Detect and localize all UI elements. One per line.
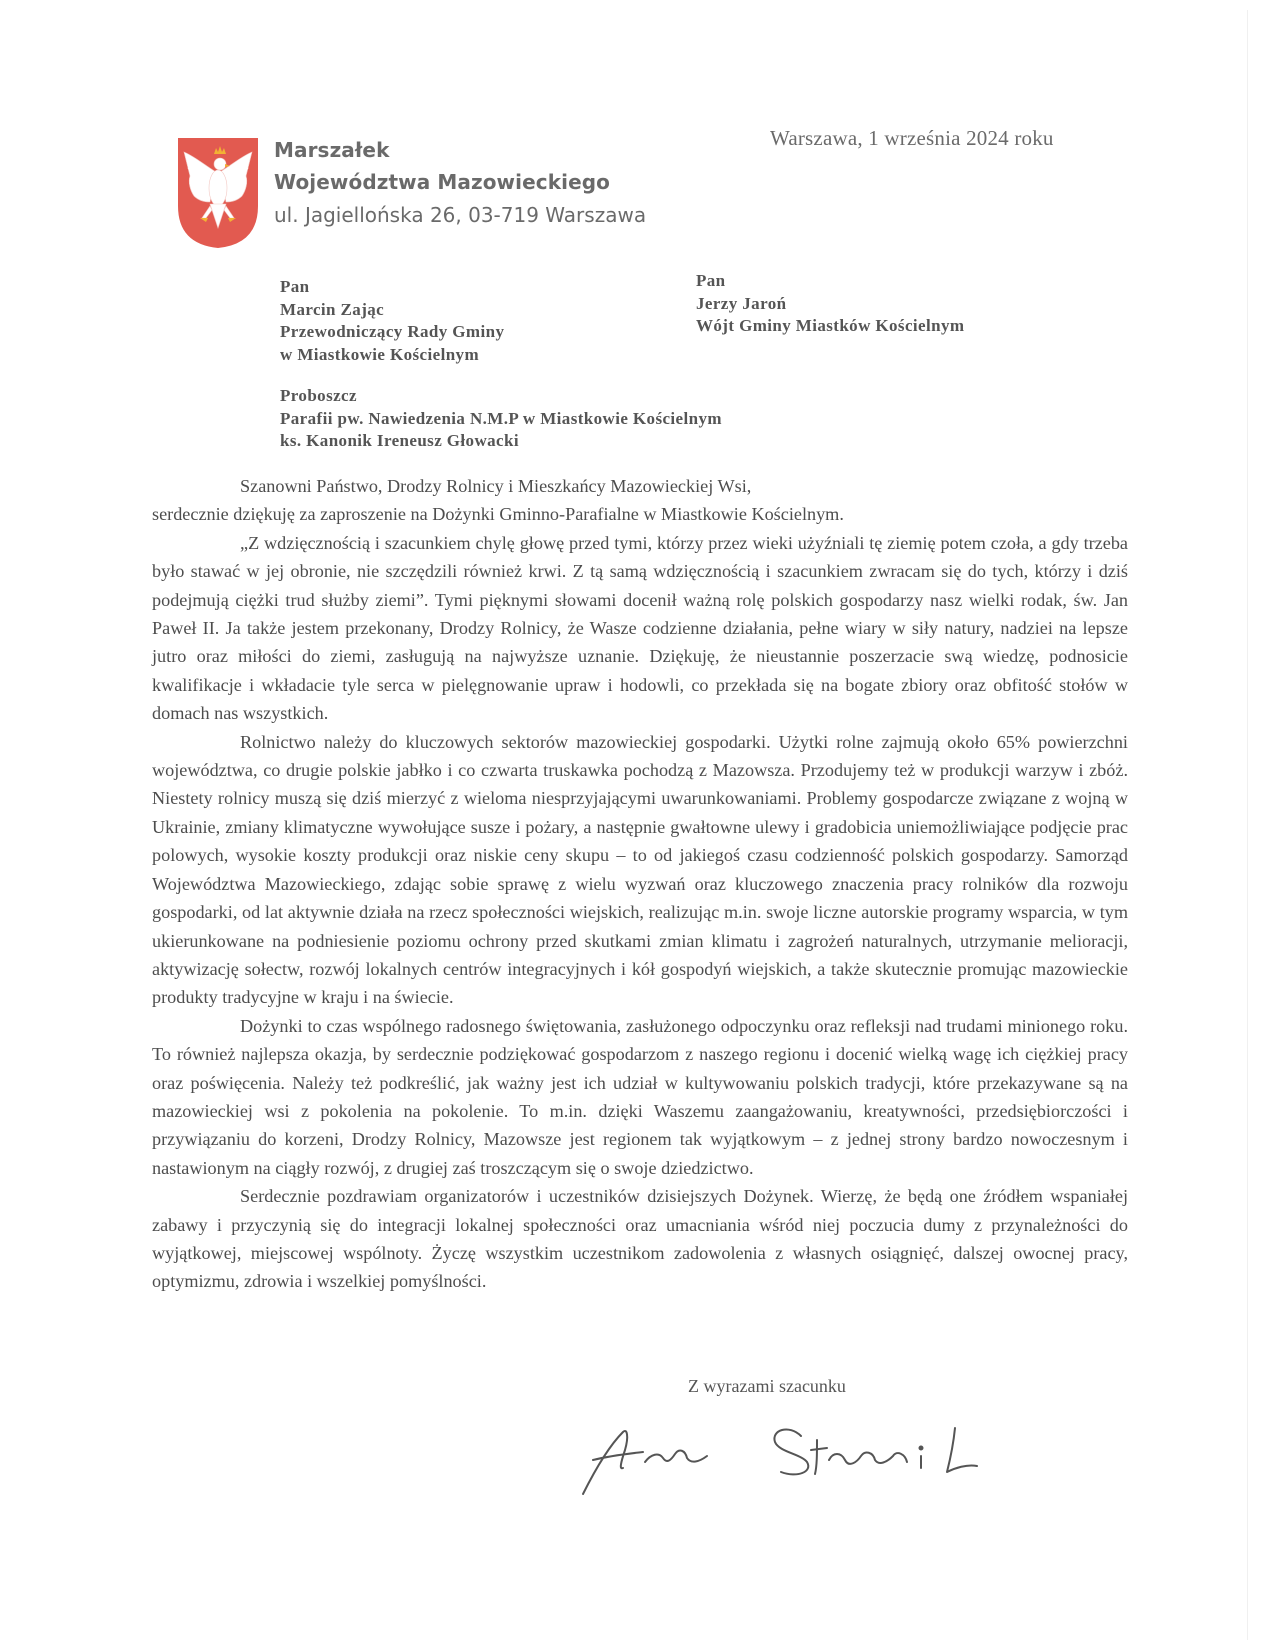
- sender-address: ul. Jagiellońska 26, 03-719 Warszawa: [274, 203, 647, 227]
- body-paragraph: serdecznie dziękuję za zaproszenie na Dożynki Gminno-Parafialne w Miastkowie Kościelnym.: [152, 504, 844, 525]
- recipient-line: Pan: [280, 277, 310, 296]
- mazovia-eagle-crest-icon: [176, 136, 260, 250]
- body-paragraph: Rolnictwo należy do kluczowych sektorów mazowieckiej gospodarki. Użytki rolne zajmują około 65% powierzchni województwa, co drugie polskie jabłko i co czwarta truskawka pochodzą z Mazowsza. Przodujemy też w produkcji warzyw i zbóż. Niestety rolnicy muszą się dziś mierzyć z wieloma niesprzyjającymi uwarunkowaniami. Problemy gospodarcze związane z wojną w Ukrainie, zmiany klimatyczne wywołujące susze i pożary, a następnie gwałtowne ulewy i gradobicia uniemożliwiające podjęcie prac polowych, wysokie koszty produkcji oraz niskie ceny skupu – to od jakiegoś czasu codzienność polskich gospodarzy. Samorząd Województwa Mazowieckiego, zdając sobie sprawę z wielu wyzwań oraz kluczowego znaczenia pracy rolników dla rozwoju gospodarki, od lat aktywnie działa na rzecz społeczności wiejskich, realizując m.in. swoje liczne autorskie programy wsparcia, w tym ukierunkowane na podniesienie poziomu ochrony przed skutkami zmian klimatu i zagrożeń naturalnych, utrzymanie melioracji, aktywizację sołectw, rozwój lokalnych centrów integracyjnych i kół gospodyń wiejskich, a także skutecznie promując mazowieckie produkty tradycyjne w kraju i na świecie.: [152, 731, 1128, 1008]
- recipient-line: ks. Kanonik Ireneusz Głowacki: [280, 431, 519, 450]
- recipient-line: Jerzy Jaroń: [696, 293, 787, 313]
- recipient-line: w Miastkowie Kościelnym: [280, 344, 480, 364]
- recipient-line: Wójt Gminy Miastków Kościelnym: [696, 316, 965, 335]
- greeting: Szanowni Państwo, Drodzy Rolnicy i Mieszkańcy Mazowieckiej Wsi,: [240, 476, 752, 496]
- closing-phrase: Z wyrazami szacunku: [688, 1376, 846, 1396]
- recipient-parish-priest: [280, 385, 722, 453]
- recipient-mayor: [696, 270, 964, 338]
- sender-block: [274, 134, 646, 232]
- sender-office: Województwa Mazowieckiego: [274, 170, 610, 194]
- letter-body: [152, 472, 1128, 1296]
- handwritten-signature: [575, 1410, 1015, 1498]
- recipient-line: Proboszcz: [280, 386, 357, 405]
- body-paragraph: Dożynki to czas wspólnego radosnego świętowania, zasłużonego odpoczynku oraz refleksji nad trudami minionego roku. To również najlepsza okazja, by serdecznie podziękować gospodarzom z naszego regionu i docenić wielką wagę ich ciężkiej pracy oraz poświęcenia. Należy też podkreślić, jak ważny jest ich udział w kultywowaniu polskich tradycji, które przekazywane są na mazowieckiej wsi z pokolenia na pokolenie. To m.in. dzięki Waszemu zaangażowaniu, kreatywności, przedsiębiorczości i przywiązaniu do korzeni, Drodzy Rolnicy, Mazowsze jest regionem tak wyjątkowym – z jednej strony bardzo nowoczesnym i nastawionym na ciągły rozwój, z drugiej zaś troszczącym się o swoje dziedzictwo.: [152, 1015, 1128, 1178]
- recipient-chairman: [280, 276, 504, 366]
- letter-date: Warszawa, 1 września 2024 roku: [770, 126, 1054, 150]
- recipient-line: Przewodniczący Rady Gminy: [280, 322, 505, 341]
- body-paragraph: Serdecznie pozdrawiam organizatorów i uczestników dzisiejszych Dożynek. Wierzę, że będą one źródłem wspaniałej zabawy i przyczynią się do integracji lokalnej społeczności oraz umacniania wśród niej poczucia dumy z przynależności do wyjątkowej, miejscowej wspólnoty. Życzę wszystkim uczestnikom zadowolenia z własnych osiągnięć, dalszej owocnej pracy, optymizmu, zdrowia i wszelkiej pomyślności.: [152, 1186, 1128, 1292]
- sender-title: Marszałek: [274, 138, 390, 162]
- recipient-line: Parafii pw. Nawiedzenia N.M.P w Miastkowie Kościelnym: [280, 408, 722, 428]
- recipient-line: Marcin Zając: [280, 299, 385, 319]
- scan-edge-line: [1247, 10, 1248, 1640]
- recipient-line: Pan: [696, 271, 726, 290]
- body-paragraph: „Z wdzięcznością i szacunkiem chylę głowę przed tymi, którzy przez wieki użyźniali tę ziemię potem czoła, a gdy trzeba było stawać w jej obronie, nie szczędzili również krwi. Z tą samą wdzięcznością i szacunkiem zwracam się do tych, którzy i dziś podejmują ciężki trud służby ziemi”. Tymi pięknymi słowami docenił ważną rolę polskich gospodarzy nasz wielki rodak, św. Jan Paweł II. Ja także jestem przekonany, Drodzy Rolnicy, że Wasze codzienne działania, pełne wiary w siły natury, nadziei na lepsze jutro oraz miłości do ziemi, zasługują na najwyższe uznanie. Dziękuję, że nieustannie poszerzacie swą wiedzę, podnosicie kwalifikacje i wkładacie tyle serca w pielęgnowanie upraw i hodowli, co przekłada się na bogate zbiory oraz obfitość stołów w domach nas wszystkich.: [152, 532, 1128, 724]
